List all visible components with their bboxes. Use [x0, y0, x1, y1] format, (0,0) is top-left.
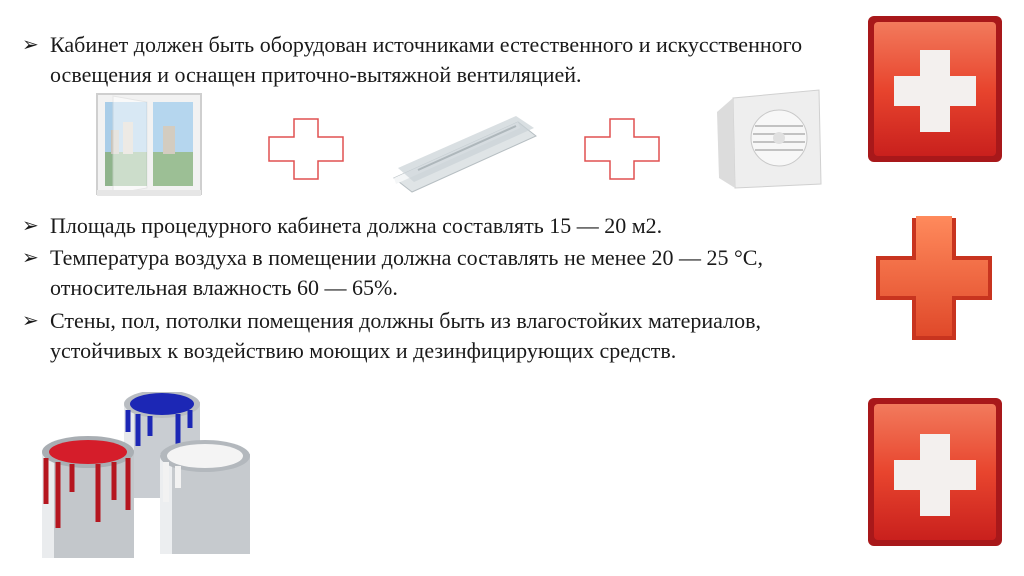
arrow-bullet-icon: ➢	[22, 247, 39, 269]
plus-outline-icon	[268, 118, 344, 180]
bullet-item	[22, 211, 822, 241]
fluorescent-lamp-image	[388, 108, 540, 196]
arrow-bullet-icon: ➢	[22, 215, 39, 237]
bullet-item	[22, 243, 847, 303]
bullet-text: Площадь процедурного кабинета должна составлять 15 — 20 м2.	[50, 213, 663, 238]
first-aid-cross-icon	[866, 14, 1004, 164]
first-aid-cross-icon	[866, 396, 1004, 548]
window-image	[93, 90, 205, 198]
arrow-bullet-icon: ➢	[22, 310, 39, 332]
paint-cans-image	[38, 392, 258, 562]
bullet-text: Температура воздуха в помещении должна составлять не менее 20 — 25 °С, относительная влажность 60 — 65%.	[50, 245, 763, 300]
arrow-bullet-icon: ➢	[22, 34, 39, 56]
plus-outline-icon	[584, 118, 660, 180]
bullet-text: Кабинет должен быть оборудован источниками естественного и искусственного освещения и оснащен приточно-вытяжной вентиляцией.	[50, 32, 803, 87]
first-aid-cross-icon	[872, 214, 996, 344]
bullet-text: Стены, пол, потолки помещения должны быть из влагостойких материалов, устойчивых к воздействию моющих и дезинфицирующих средств.	[50, 308, 762, 363]
ventilation-fan-image	[703, 88, 833, 192]
bullet-item	[22, 30, 822, 90]
bullet-item	[22, 306, 822, 366]
